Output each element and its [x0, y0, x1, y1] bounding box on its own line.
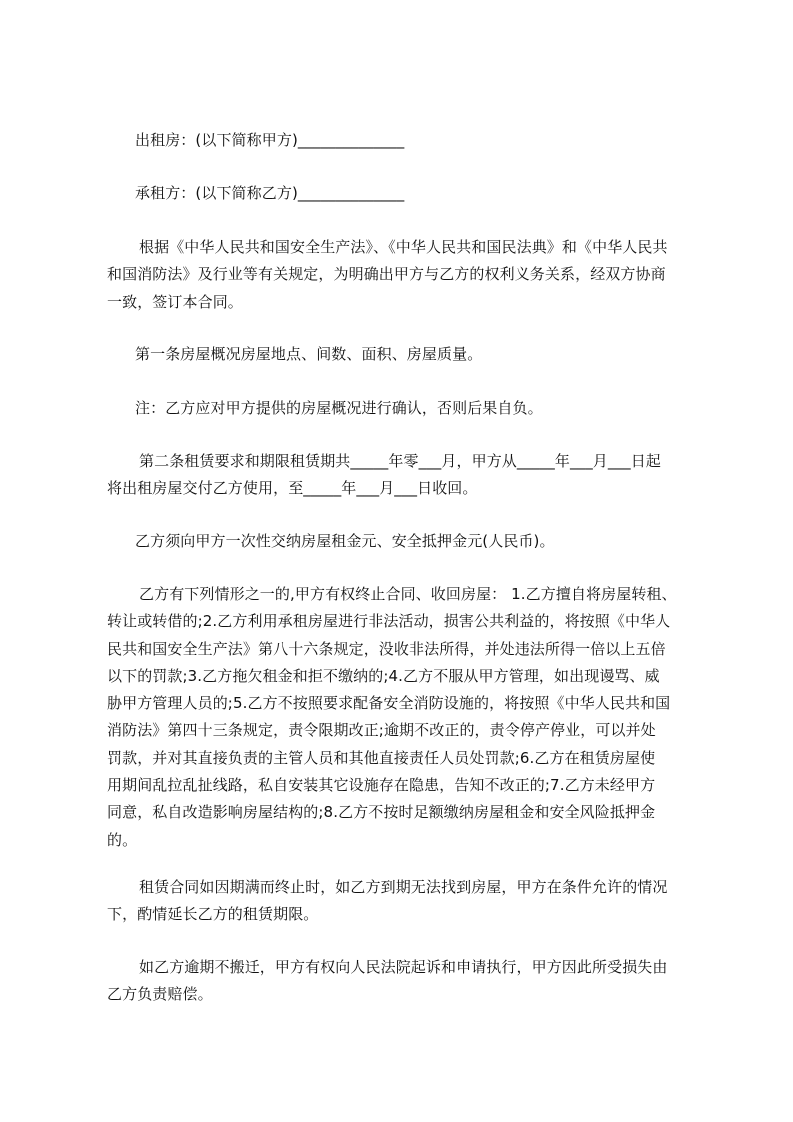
article-2-line: 将出租房屋交付乙方使用，至_____年___月___日收回。 [107, 479, 478, 498]
extension-line: 租赁合同如因期满而终止时，如乙方到期无法找到房屋，甲方在条件允许的情况 [139, 878, 668, 896]
preamble-line: 根据《中华人民共和国安全生产法》、《中华人民共和国民法典》和《中华人民共 [139, 238, 668, 256]
termination-line: 的。 [107, 830, 138, 849]
article-1 [107, 341, 703, 368]
overdue-line: 乙方负责赔偿。 [107, 985, 213, 1004]
payment-text: 乙方须向甲方一次性交纳房屋租金元、安全抵押金元(人民币)。 [135, 532, 555, 550]
extension-paragraph [107, 874, 703, 929]
preamble-line: 和国消防法》及行业等有关规定，为明确出甲方与乙方的权利义务关系，经双方协商 [107, 265, 666, 284]
note-paragraph [107, 395, 703, 422]
article-2-line: 第二条租赁要求和期限租赁期共_____年零___月，甲方从_____年___月___日起 [139, 452, 661, 470]
lessee-text: 承租方：(以下简称乙方)______________ [135, 184, 405, 202]
overdue-paragraph [107, 954, 703, 1009]
termination-line: 转让或转借的;2.乙方利用承租房屋进行非法活动，损害公共利益的，将按照《中华人 [107, 612, 671, 631]
termination-paragraph [107, 581, 703, 854]
lessor-text: 出租房：(以下简称甲方)______________ [135, 131, 405, 149]
article-2 [107, 448, 703, 503]
termination-line: 用期间乱拉乱扯线路，私自安装其它设施存在隐患，告知不改正的;7.乙方未经甲方 [107, 776, 656, 795]
termination-line: 民共和国安全生产法》第八十六条规定，没收非法所得，并处违法所得一倍以上五倍 [107, 639, 666, 658]
note-text: 注：乙方应对甲方提供的房屋概况进行确认，否则后果自负。 [135, 399, 543, 417]
payment-paragraph [107, 528, 703, 555]
extension-line: 下，酌情延长乙方的租赁期限。 [107, 905, 319, 924]
article-1-text: 第一条房屋概况房屋地点、间数、面积、房屋质量。 [135, 345, 483, 363]
termination-line: 罚款，并对其直接负责的主管人员和其他直接责任人员处罚款;6.乙方在租赁房屋使 [107, 748, 656, 767]
termination-line: 胁甲方管理人员的;5.乙方不按照要求配备安全消防设施的，将按照《中华人民共和国 [107, 694, 671, 713]
lessor-line [107, 127, 703, 154]
termination-line: 乙方有下列情形之一的,甲方有权终止合同、收回房屋： 1.乙方擅自将房屋转租、 [139, 585, 677, 603]
preamble-line: 一致，签订本合同。 [107, 292, 243, 311]
termination-line: 以下的罚款;3.乙方拖欠租金和拒不缴纳的;4.乙方不服从甲方管理，如出现谩骂、威 [107, 666, 660, 685]
termination-line: 同意，私自改造影响房屋结构的;8.乙方不按时足额缴纳房屋租金和安全风险抵押金 [107, 803, 656, 822]
lessee-line [107, 180, 703, 207]
termination-line: 消防法》第四十三条规定，责令限期改正;逾期不改正的，责令停产停业，可以并处 [107, 721, 656, 740]
preamble-paragraph [107, 234, 703, 316]
overdue-line: 如乙方逾期不搬迁，甲方有权向人民法院起诉和申请执行，甲方因此所受损失由 [139, 958, 668, 976]
